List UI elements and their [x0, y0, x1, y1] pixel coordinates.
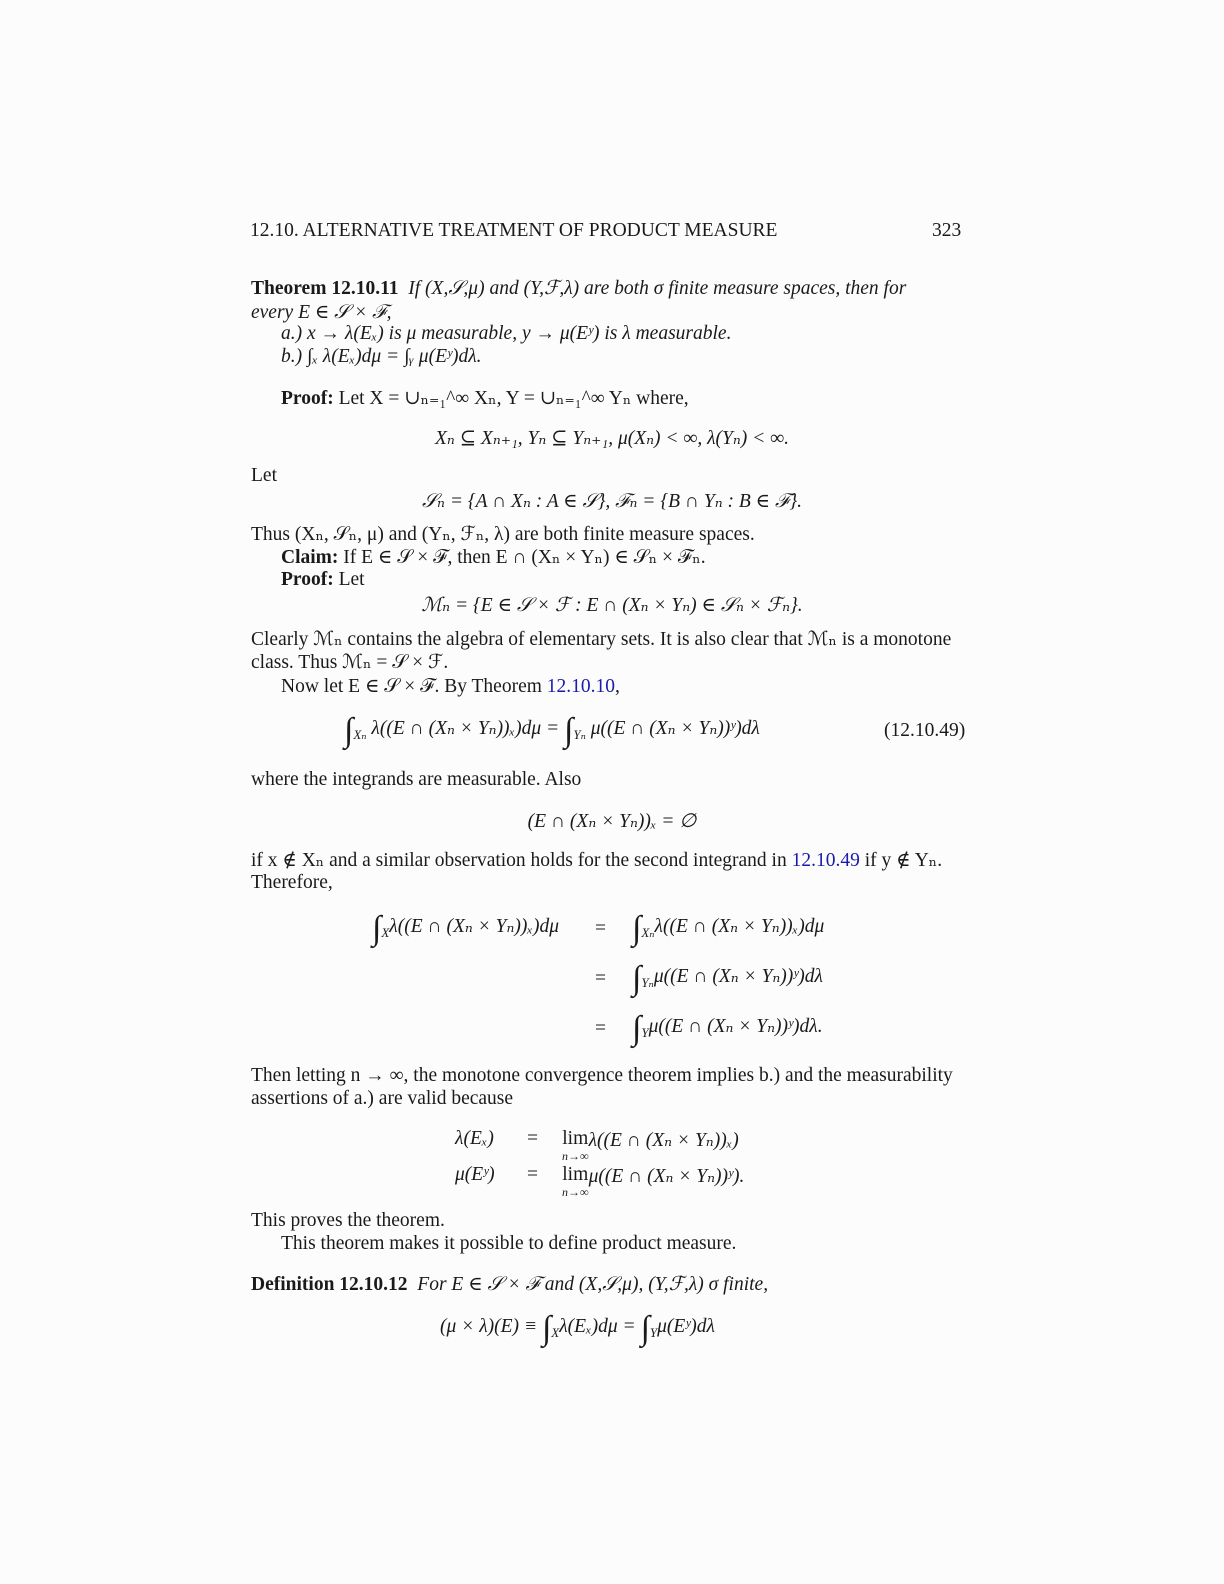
limit-word-2: lim: [562, 1164, 589, 1185]
limit-rhs-1-text: λ((E ∩ (Xₙ × Yₙ))ₓ): [588, 1130, 739, 1151]
limit-word-1: lim: [562, 1128, 589, 1149]
claim-line: [281, 545, 706, 569]
nowlet-line: [281, 674, 620, 698]
equation-49-number: (12.10.49): [884, 720, 966, 741]
equation-nested-sets: Xₙ ⊆ Xₙ₊₁, Yₙ ⊆ Yₙ₊₁, μ(Xₙ) < ∞, λ(Yₙ) < ∞.: [435, 428, 789, 449]
limit-eq-2: =: [527, 1164, 538, 1185]
equation-empty: (E ∩ (Xₙ × Yₙ))ₓ = ∅: [527, 811, 697, 832]
if-text: if x ∉ Xₙ and a similar observation holds for the second integrand in: [251, 850, 792, 871]
proof2-label: Proof:: [281, 569, 334, 590]
nowlet-text: Now let E ∈ 𝒮 × ℱ. By Theorem: [281, 676, 547, 697]
running-header: 12.10. ALTERNATIVE TREATMENT OF PRODUCT MEASURE: [250, 220, 778, 241]
equation-monotone-class: ℳₙ = {E ∈ 𝒮 × ℱ : E ∩ (Xₙ × Yₙ) ∈ 𝒮ₙ × ℱₙ}.: [421, 595, 803, 616]
aligned-rhs-2-text: μ((E ∩ (Xₙ × Yₙ))ʸ)dλ: [653, 966, 823, 987]
then-line-2: assertions of a.) are valid because: [251, 1088, 514, 1109]
definition-eq-lhs: (μ × λ)(E) ≡: [440, 1316, 538, 1337]
aligned-rhs-3: $\int_Y\mu((E$ ∩ (Xₙ × Yₙ))ʸ)dλ.: [632, 1010, 823, 1047]
definition-label: Definition 12.10.12: [251, 1274, 408, 1295]
theorem-line-2: every E ∈ 𝒮 × ℱ,: [251, 302, 392, 323]
limit-rhs-2-text: μ((E ∩ (Xₙ × Yₙ))ʸ).: [588, 1166, 745, 1187]
theorem-ref-link[interactable]: 12.10.10: [546, 676, 616, 697]
limit-eq-1: =: [527, 1128, 538, 1149]
theorem-label: Theorem 12.10.11: [251, 278, 399, 299]
definition-eq-mid: λ(Eₓ)dμ =: [559, 1316, 636, 1337]
limit-lhs-2: μ(Eʸ): [455, 1164, 495, 1185]
proves-text: This proves the theorem.: [251, 1210, 445, 1231]
clearly-line-1: Clearly ℳₙ contains the algebra of elementary sets. It is also clear that ℳₙ is a monotone: [251, 629, 952, 650]
equation-49-rhs: μ((E ∩ (Xₙ × Yₙ))ʸ)dλ: [590, 718, 760, 739]
aligned-eq-2: =: [595, 968, 606, 989]
aligned-rhs-3-text: μ((E ∩ (Xₙ × Yₙ))ʸ)dλ.: [648, 1016, 823, 1037]
theorem-line-1: [251, 276, 906, 300]
aligned-row-1: $\int_X\lambda((E$ ∩ (Xₙ × Yₙ))ₓ)dμ: [372, 910, 559, 947]
clearly-line-2: class. Thus ℳₙ = 𝒮 × ℱ.: [251, 652, 449, 673]
limit-sub-1: n→∞: [562, 1149, 589, 1163]
proof2-line: [281, 569, 365, 591]
proof-intro: [281, 386, 689, 410]
equation-49-lhs: λ((E ∩ (Xₙ × Yₙ))ₓ)dμ: [371, 718, 542, 739]
theorem-text-1: If (X,𝒮,μ) and (Y,ℱ,λ) are both σ finite measure spaces, then for: [408, 278, 907, 299]
nowlet-post: ,: [615, 676, 620, 697]
limit-lhs-1: λ(Eₓ): [455, 1128, 494, 1149]
theorem-item-a: a.) x → λ(Eₓ) is μ measurable, y → μ(Eʸ) is λ measurable.: [281, 323, 732, 344]
if-post: if y ∉ Yₙ.: [859, 850, 943, 871]
aligned-lhs: λ((E ∩ (Xₙ × Yₙ))ₓ)dμ: [389, 916, 559, 937]
let-text: Let: [251, 465, 277, 486]
definition-text: For E ∈ 𝒮 × ℱ and (X,𝒮,μ), (Y,ℱ,λ) σ finite,: [417, 1274, 769, 1295]
equation-ref-link[interactable]: 12.10.49: [791, 850, 860, 871]
claim-text: If E ∈ 𝒮 × ℱ, then E ∩ (Xₙ × Yₙ) ∈ 𝒮ₙ × ℱₙ.: [343, 547, 706, 568]
equation-sigma-n: 𝒮ₙ = {A ∩ Xₙ : A ∈ 𝒮}, ℱₙ = {B ∩ Yₙ : B ∈ ℱ}.: [421, 491, 803, 512]
limit-sub-2: n→∞: [562, 1185, 589, 1199]
claim-label: Claim:: [281, 547, 339, 568]
theorem-item-b: b.) ∫ₓ λ(Eₓ)dμ = ∫ᵧ μ(Eʸ)dλ.: [281, 346, 482, 367]
definition-equation: $(\mu \times \lambda)(E) \equiv \int_X\lambda(E_x)d\mu$ = $\int_Y\mu(Eʸ)d\lambda$: [440, 1310, 715, 1347]
proof2-text: Let: [338, 569, 365, 590]
aligned-rhs-2: $\int_{Y_n}\mu((E$ ∩ (Xₙ × Yₙ))ʸ)dλ: [632, 960, 823, 997]
definition-eq-rhs: μ(Eʸ)dλ: [657, 1316, 715, 1337]
aligned-eq-1: =: [595, 918, 606, 939]
aligned-rhs-1: $\int_{X_n}\lambda((E$ ∩ (Xₙ × Yₙ))ₓ)dμ: [632, 910, 825, 947]
equation-49: $\int_{X_n}$ λ((E ∩ $(X_n \times Y_n))_x)d\mu = \int_{Y_n}$ μ((E ∩ (Xₙ × Yₙ))ʸ)dλ: [344, 712, 760, 749]
proof-label: Proof:: [281, 388, 334, 409]
therefore-text: Therefore,: [251, 872, 333, 893]
makes-text: This theorem makes it possible to define product measure.: [281, 1233, 737, 1254]
definition-line: [251, 1272, 768, 1296]
proof-intro-text: Let X = ∪ₙ₌₁^∞ Xₙ, Y = ∪ₙ₌₁^∞ Yₙ where,: [338, 388, 689, 409]
aligned-eq-3: =: [595, 1018, 606, 1039]
page-number: 323: [932, 220, 962, 241]
thus-text: Thus (Xₙ, 𝒮ₙ, μ) and (Yₙ, ℱₙ, λ) are both finite measure spaces.: [251, 524, 755, 545]
where-text: where the integrands are measurable. Also: [251, 769, 582, 790]
limit-rhs-2: [562, 1164, 744, 1208]
aligned-rhs-1-text: λ((E ∩ (Xₙ × Yₙ))ₓ)dμ: [654, 916, 825, 937]
if-line: [251, 848, 942, 872]
then-line-1: Then letting n → ∞, the monotone convergence theorem implies b.) and the measurability: [251, 1065, 953, 1086]
